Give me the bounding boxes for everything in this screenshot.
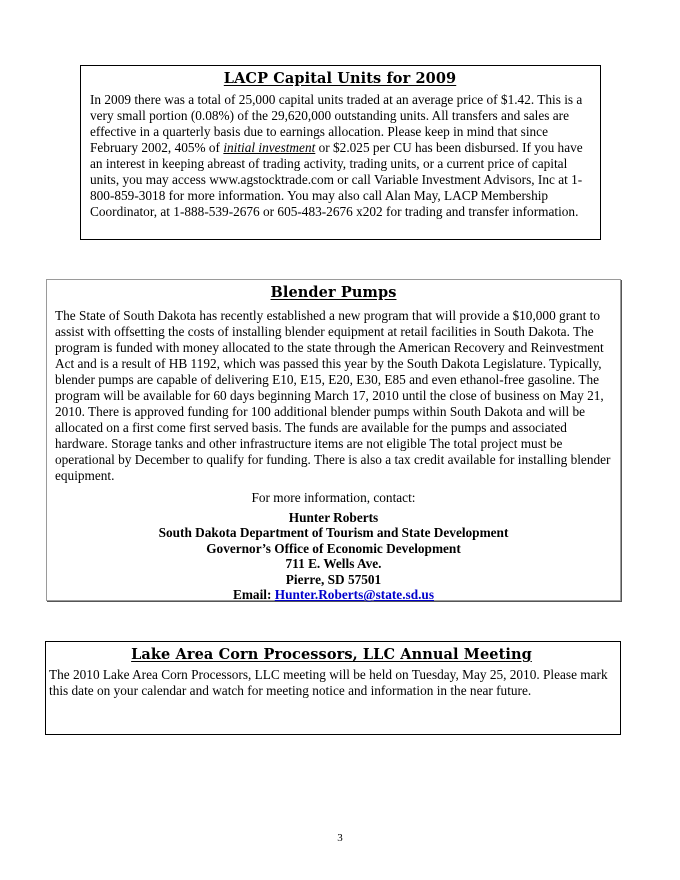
contact-intro: For more information, contact: (251, 490, 416, 505)
email-label: Email: (232, 587, 275, 602)
blender-pumps-title: Blender Pumps (270, 284, 397, 301)
capital-units-title: LACP Capital Units for 2009 (223, 70, 457, 87)
contact-city: Pierre, SD 57501 (285, 571, 382, 587)
capital-units-box (80, 65, 601, 240)
blender-pumps-box (46, 279, 621, 601)
initial-investment-emphasis: initial investment (223, 140, 316, 155)
blender-pumps-body: The State of South Dakota has recently established a new program that will provide a $10,000 grant to assist with offsetting the costs of installing blender equipment at retail facilities in South Dakota. The program is funded with money allocated to the state through the American Recovery and Reinvestment Act and is a result of HB 1192, which was passed this year by the South Dakota Legislature. Typically, blender pumps are capable of delivering E10, E15, E20, E30, E85 and even ethanol-free gasoline. The program will be available for 60 days beginning March 17, 2010 until the close of business on May 21, 2010. There is approved funding for 100 additional blender pumps within South Dakota and will be allocated on a first come first served basis. The funds are available for the pumps and associated hardware. Storage tanks and other infrastructure items are not eligible The total project must be operational by December to qualify for funding. There is also a tax credit available for installing blender equipment. (55, 308, 611, 483)
annual-meeting-title: Lake Area Corn Processors, LLC Annual Meeting (131, 646, 532, 663)
contact-department: South Dakota Department of Tourism and State Development (158, 525, 509, 540)
email-link[interactable]: Hunter.Roberts@state.sd.us (274, 587, 434, 602)
contact-street: 711 E. Wells Ave. (285, 556, 382, 571)
capital-units-text-2: or $2.025 per CU has been disbursed. If you have an interest in keeping abreast of trading activity, trading units, or a current price of capital units, you may access www.agstocktrade.com or call Variable Investment Advisors, Inc at 1-800-859-3018 for more information. You may also call Alan May, LACP Membership Coordinator, at 1-888-539-2676 or 605-483-2676 x202 for trading and transfer information. (90, 140, 583, 219)
annual-meeting-body: The 2010 Lake Area Corn Processors, LLC meeting will be held on Tuesday, May 25, 2010. Please mark this date on your calendar and watch for meeting notice and information in the near future. (49, 667, 608, 698)
capital-units-body (90, 92, 590, 220)
contact-block (55, 490, 612, 603)
contact-office: Governor’s Office of Economic Development (206, 540, 461, 556)
annual-meeting-box (45, 641, 621, 735)
page-number: 3 (337, 832, 343, 844)
contact-email-line (55, 587, 612, 603)
capital-units-text-1: In 2009 there was a total of 25,000 capital units traded at an average price of $1.42. This is a very small portion (0.08%) of the 29,620,000 outstanding units. All transfers and sales are effective in a quarterly basis due to earnings allocation. Please keep in mind that since February 2002, 405% of (90, 92, 583, 155)
contact-name: Hunter Roberts (288, 509, 379, 525)
